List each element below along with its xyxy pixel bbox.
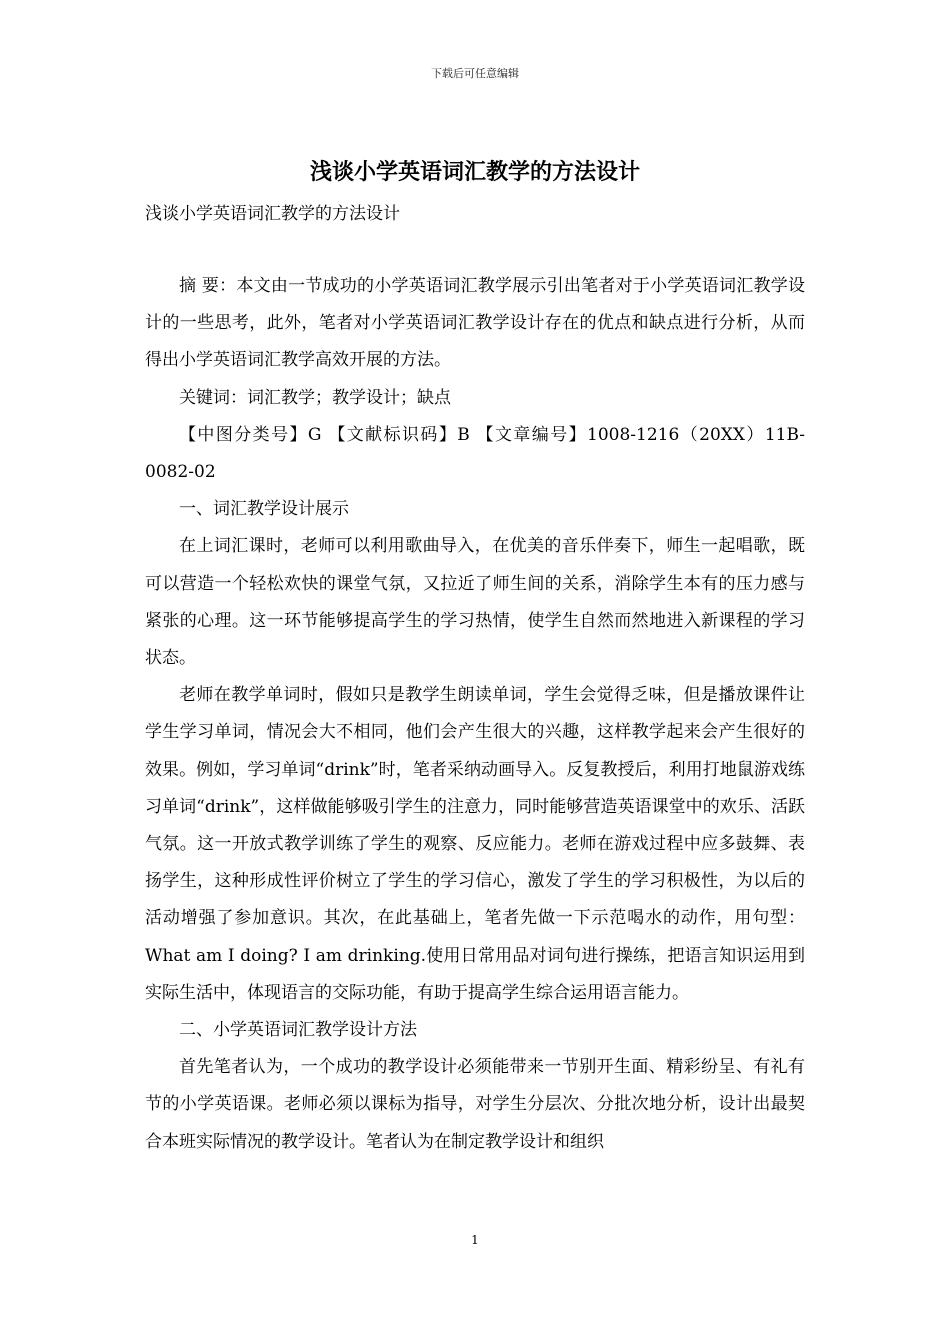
section-heading-1: 一、词汇教学设计展示: [179, 499, 349, 520]
document-subtitle: 浅谈小学英语词汇教学的方法设计: [145, 204, 400, 224]
keywords-paragraph: 关键词：词汇教学；教学设计；缺点: [179, 387, 451, 408]
document-body: [145, 268, 805, 1161]
classification-paragraph: 【中图分类号】G 【文献标识码】B 【文章编号】1008-1216（20XX）11B-0082-02: [145, 424, 805, 483]
section-heading-2: 二、小学英语词汇教学设计方法: [179, 1020, 417, 1041]
page-number: 1: [471, 1233, 479, 1247]
abstract-paragraph: 摘 要：本文由一节成功的小学英语词汇教学展示引出笔者对于小学英语词汇教学设计的一些思考，此外，笔者对小学英语词汇教学设计存在的优点和缺点进行分析，从而得出小学英语词汇教学高效开展的方法。: [145, 276, 805, 371]
body-paragraph: 老师在教学单词时，假如只是教学生朗读单词，学生会觉得乏味，但是播放课件让学生学习单词，情况会大不相同，他们会产生很大的兴趣，这样教学起来会产生很好的效果。例如，学习单词“drink”时，笔者采纳动画导入。反复教授后，利用打地鼠游戏练习单词“drink”，这样做能够吸引学生的注意力，同时能够营造英语课堂中的欢乐、活跃气氛。这一开放式教学训练了学生的观察、反应能力。老师在游戏过程中应多鼓舞、表扬学生，这种形成性评价树立了学生的学习信心，激发了学生的学习积极性，为以后的活动增强了参加意识。其次，在此基础上，笔者先做一下示范喝水的动作，用句型：What am I doing? I am drinking.使用日常用品对词句进行操练，把语言知识运用到实际生活中，体现语言的交际功能，有助于提高学生综合运用语言能力。: [145, 685, 805, 1003]
body-paragraph: 首先笔者认为，一个成功的教学设计必须能带来一节别开生面、精彩纷呈、有礼有节的小学英语课。老师必须以课标为指导，对学生分层次、分批次地分析，设计出最契合本班实际情况的教学设计。笔者认为在制定教学设计和组织: [145, 1057, 805, 1152]
header-note: 下载后可任意编辑: [431, 67, 519, 80]
body-paragraph: 在上词汇课时，老师可以利用歌曲导入，在优美的音乐伴奏下，师生一起唱歌，既可以营造一个轻松欢快的课堂气氛，又拉近了师生间的关系，消除学生本有的压力感与紧张的心理。这一环节能够提高学生的学习热情，使学生自然而然地进入新课程的学习状态。: [145, 536, 805, 669]
document-title: 浅谈小学英语词汇教学的方法设计: [309, 159, 640, 185]
